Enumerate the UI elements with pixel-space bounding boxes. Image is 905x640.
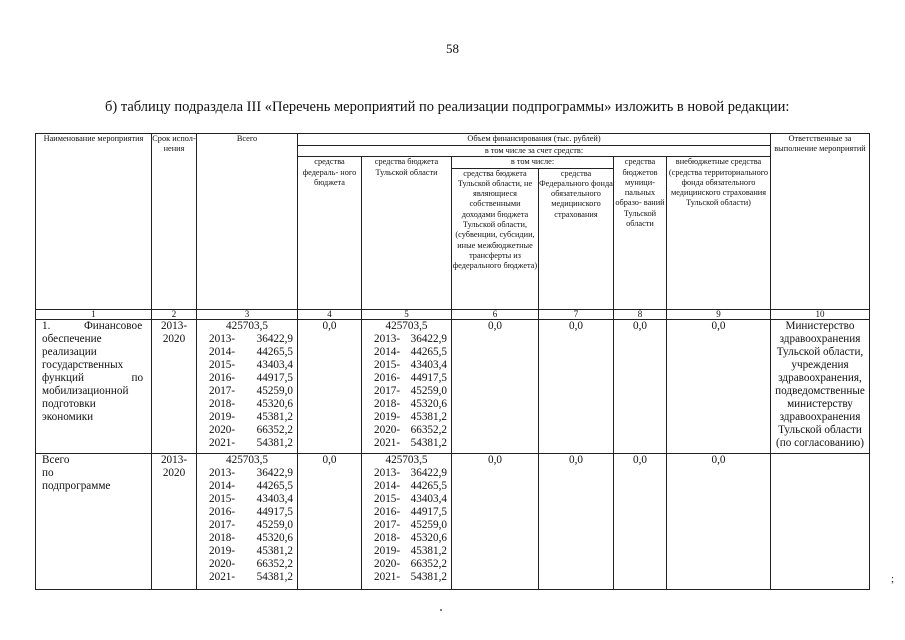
- column-number: 4: [298, 309, 362, 319]
- trailing-semicolon: ;: [891, 573, 895, 585]
- year-label: 2019-: [209, 545, 236, 558]
- year-label: 2020-: [209, 424, 236, 437]
- regional-non-own-amount: 0,0: [452, 319, 539, 453]
- header-funding: Объем финансирования (тыс. рублей): [298, 134, 771, 146]
- total-amount: [197, 453, 298, 589]
- header-oms-fund: средства Федерального фонда обязательного медицинского страхования: [539, 168, 614, 309]
- extrabudgetary-amount: 0,0: [667, 319, 771, 453]
- section-heading: б) таблицу подраздела III «Перечень мероприятий по реализации подпрограммы» изложить в новой редакции:: [105, 99, 790, 115]
- header-name: Наименование мероприятия: [36, 134, 152, 310]
- column-number: 5: [362, 309, 452, 319]
- year-label: 2018-: [374, 532, 401, 545]
- regional-amount: [362, 319, 452, 453]
- page-number: 58: [446, 41, 459, 56]
- name-line: реализации: [42, 345, 97, 358]
- regional-amount: [362, 453, 452, 589]
- year-label: 2015-: [209, 358, 236, 371]
- year-value: 66352,2: [410, 424, 447, 437]
- year-value: 43403,4: [410, 358, 447, 371]
- year-label: 2013-: [374, 466, 401, 479]
- year-label: 2013-: [374, 332, 401, 345]
- header-including-sources: в том числе за счет средств:: [298, 146, 771, 157]
- year-label: 2020-: [374, 424, 401, 437]
- regional-total: 425703,5: [385, 453, 428, 466]
- total-amount: [197, 319, 298, 453]
- year-label: 2019-: [374, 545, 401, 558]
- year-value: 43403,4: [256, 358, 293, 371]
- year-value: 45259,0: [410, 385, 447, 398]
- municipal-amount: 0,0: [614, 453, 667, 589]
- year-value: 66352,2: [256, 424, 293, 437]
- oms-fund-amount: 0,0: [539, 319, 614, 453]
- year-label: 2018-: [374, 398, 401, 411]
- name-line: функций по: [42, 371, 144, 384]
- year-label: 2018-: [209, 398, 236, 411]
- year-label: 2021-: [374, 437, 401, 450]
- year-label: 2020-: [209, 558, 236, 571]
- year-value: 44265,5: [256, 479, 293, 492]
- table-row: [36, 453, 870, 589]
- year-label: 2014-: [209, 479, 236, 492]
- responsible-parties: Министерство здравоохранения Тульской области, учреждения здравоохранения, подведомственные министерству здравоохранения Тульской области (по согласованию): [771, 319, 870, 453]
- scan-speck: [440, 609, 442, 611]
- year-label: 2017-: [209, 385, 236, 398]
- name-line: подготовки: [42, 398, 96, 411]
- column-number: 6: [452, 309, 539, 319]
- header-regional-non-own: средства бюджета Тульской области, не являющиеся собственными доходами бюджета Тульской области, (субвенции, субсидии, иные межбюджетные трансферты из федерального бюджета): [452, 168, 539, 309]
- measure-name: [36, 453, 152, 589]
- year-label: 2020-: [374, 558, 401, 571]
- year-label: 2021-: [374, 571, 401, 584]
- year-label: 2013-: [209, 332, 236, 345]
- header-responsible: Ответственные за выполнение мероприятий: [771, 134, 870, 310]
- year-value: 36422,9: [256, 332, 293, 345]
- year-label: 2014-: [374, 345, 401, 358]
- name-line: государственных: [42, 358, 124, 371]
- table-row: [36, 319, 870, 453]
- year-value: 54381,2: [256, 437, 293, 450]
- year-label: 2015-: [374, 492, 401, 505]
- measures-table: [35, 133, 870, 590]
- extrabudgetary-amount: 0,0: [667, 453, 771, 589]
- year-value: 45320,6: [256, 532, 293, 545]
- year-label: 2015-: [209, 492, 236, 505]
- year-label: 2021-: [209, 571, 236, 584]
- year-value: 36422,9: [410, 466, 447, 479]
- year-value: 45320,6: [410, 532, 447, 545]
- column-number: 9: [667, 309, 771, 319]
- year-value: 66352,2: [410, 558, 447, 571]
- year-label: 2014-: [209, 345, 236, 358]
- name-line: Всего по: [42, 453, 145, 479]
- year-value: 44265,5: [410, 479, 447, 492]
- year-value: 44917,5: [410, 505, 447, 518]
- regional-non-own-amount: 0,0: [452, 453, 539, 589]
- name-line: 1. Финансовое: [42, 319, 143, 332]
- year-value: 36422,9: [410, 332, 447, 345]
- year-value: 45259,0: [256, 519, 293, 532]
- year-value: 45381,2: [256, 545, 293, 558]
- year-label: 2016-: [374, 505, 401, 518]
- execution-term: 2013- 2020: [152, 453, 197, 589]
- year-label: 2017-: [374, 385, 401, 398]
- column-number: 2: [152, 309, 197, 319]
- total-value: 425703,5: [226, 319, 268, 332]
- year-value: 36422,9: [256, 466, 293, 479]
- column-number: 7: [539, 309, 614, 319]
- oms-fund-amount: 0,0: [539, 453, 614, 589]
- year-label: 2018-: [209, 532, 236, 545]
- header-federal: средства федераль- ного бюджета: [298, 157, 362, 309]
- year-label: 2014-: [374, 479, 401, 492]
- year-value: 44265,5: [256, 345, 293, 358]
- municipal-amount: 0,0: [614, 319, 667, 453]
- total-value: 425703,5: [226, 453, 268, 466]
- column-number: 8: [614, 309, 667, 319]
- name-line: обеспечение: [42, 332, 102, 345]
- year-label: 2019-: [374, 411, 401, 424]
- year-value: 54381,2: [256, 571, 293, 584]
- year-label: 2019-: [209, 411, 236, 424]
- regional-total: 425703,5: [385, 319, 428, 332]
- year-label: 2021-: [209, 437, 236, 450]
- header-regional: средства бюджета Тульской области: [362, 157, 452, 309]
- year-value: 45381,2: [256, 411, 293, 424]
- year-value: 44917,5: [256, 505, 293, 518]
- execution-term: 2013- 2020: [152, 319, 197, 453]
- year-value: 54381,2: [410, 437, 447, 450]
- year-value: 44917,5: [256, 371, 293, 384]
- federal-amount: 0,0: [298, 453, 362, 589]
- federal-amount: 0,0: [298, 319, 362, 453]
- year-label: 2017-: [209, 519, 236, 532]
- year-value: 66352,2: [256, 558, 293, 571]
- header-total: Всего: [197, 134, 298, 310]
- name-line: экономики: [42, 411, 94, 424]
- year-label: 2016-: [374, 371, 401, 384]
- column-number: 10: [771, 309, 870, 319]
- year-value: 44265,5: [410, 345, 447, 358]
- name-line: мобилизационной: [42, 385, 129, 398]
- year-value: 45320,6: [410, 398, 447, 411]
- year-value: 43403,4: [410, 492, 447, 505]
- year-label: 2017-: [374, 519, 401, 532]
- header-term: Срок испол- нения: [152, 134, 197, 310]
- column-number: 3: [197, 309, 298, 319]
- name-line: подпрограмме: [42, 479, 111, 492]
- year-value: 43403,4: [256, 492, 293, 505]
- column-number: 1: [36, 309, 152, 319]
- year-label: 2015-: [374, 358, 401, 371]
- year-value: 45320,6: [256, 398, 293, 411]
- responsible-parties: [771, 453, 870, 589]
- year-label: 2016-: [209, 371, 236, 384]
- year-value: 45259,0: [256, 385, 293, 398]
- year-label: 2016-: [209, 505, 236, 518]
- year-value: 44917,5: [410, 371, 447, 384]
- year-value: 45381,2: [410, 411, 447, 424]
- year-value: 54381,2: [410, 571, 447, 584]
- column-numbers-row: [36, 309, 870, 319]
- year-value: 45259,0: [410, 519, 447, 532]
- header-extrabudgetary: внебюджетные средства (средства территориального фонда обязательного медицинского страхования Тульской области): [667, 157, 771, 309]
- year-value: 45381,2: [410, 545, 447, 558]
- header-municipal: средства бюджетов муници- пальных образо- ваний Тульской области: [614, 157, 667, 309]
- header-including: в том числе:: [452, 157, 614, 168]
- year-label: 2013-: [209, 466, 236, 479]
- measure-name: [36, 319, 152, 453]
